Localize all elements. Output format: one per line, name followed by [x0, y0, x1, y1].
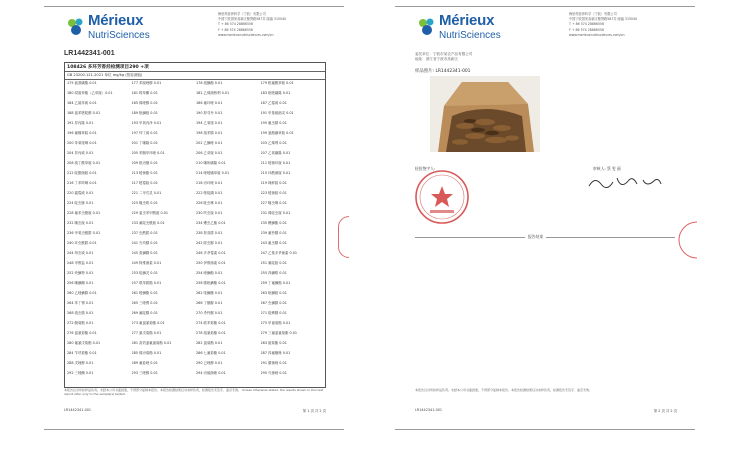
divider — [65, 71, 325, 72]
result-cell: 197 仲丁威 0.01 — [131, 131, 158, 135]
result-cell: 202 乙螨唑 0.01 — [196, 141, 223, 145]
table-title: 108426 多环芳香烃检测项目290 +项 — [67, 65, 149, 70]
result-cell: 262 喹螨醚 0.01 — [196, 291, 223, 295]
result-cell: 283 胺菊酯 0.01 — [260, 341, 287, 345]
result-cell: 222 嘧啶磷 0.01 — [196, 191, 223, 195]
brand-sub: NutriSciences — [439, 30, 501, 41]
result-cell: 272 醚菊酯 0.01 — [67, 321, 94, 325]
report-end-line — [415, 234, 675, 240]
footer-report-no: LR1442341-001 — [415, 408, 443, 412]
result-cell: 198 溴苯腈 0.01 — [196, 131, 223, 135]
result-cell: 253 哒螨灵 0.01 — [131, 271, 158, 275]
result-cell: 204 异丙威 0.01 — [67, 151, 94, 155]
address-line: T + 86 574 28866556 — [569, 22, 605, 27]
result-cell: 218 丙环唑 0.01 — [196, 181, 223, 185]
result-cell: 271 啶蜱脲 0.01 — [260, 311, 287, 315]
result-cell: 248 甲维盐 0.01 — [67, 261, 94, 265]
merieux-logo — [417, 10, 537, 46]
result-cell: 232 噻虫胺 0.01 — [67, 221, 94, 225]
brand-name: Mérieux — [88, 12, 144, 29]
result-cell: 265 三唑锡 0.01 — [131, 301, 158, 305]
report-number: LR1442341-001 — [64, 50, 115, 57]
address-line: 梅里埃营养科学（宁波）有限公司 — [218, 12, 266, 16]
result-cell: 294 丙硫菌唑 0.01 — [196, 371, 226, 375]
result-cell: 195 氟虫腈 0.01 — [260, 121, 287, 125]
result-cell: 221 二甲戊灵 0.01 — [131, 191, 162, 195]
result-cell: 282 氯菊酯 0.01 — [196, 341, 223, 345]
result-cell: 201 丁噻隆 0.01 — [131, 141, 158, 145]
result-cell: 270 杀铃脲 0.01 — [196, 311, 223, 315]
result-cell: 236 甲氧虫酰肼 0.01 — [67, 231, 101, 235]
results-grid — [67, 81, 323, 381]
result-cell: 225 噻虫嗪 0.01 — [131, 201, 158, 205]
result-cell: 241 灭幼脲 0.01 — [131, 241, 158, 245]
result-cell: 179 吡氟酰草胺 0.01 — [260, 81, 294, 85]
result-cell: 250 伊维菌素 0.01 — [196, 261, 226, 265]
result-cell: 186 氟环唑 0.01 — [196, 101, 223, 105]
result-cell: 220 霜霉威 0.01 — [67, 191, 94, 195]
report-page-1 — [44, 6, 344, 430]
result-cell: 213 嘧菌酯 0.01 — [131, 171, 158, 175]
page-number: 第 1 页 共 2 页 — [302, 409, 326, 413]
result-cell: 190 抑芽丹 0.01 — [196, 111, 223, 115]
result-cell: 227 噻虫啉 0.01 — [260, 201, 287, 205]
result-cell: 255 四螨嗪 0.01 — [260, 271, 287, 275]
result-cell: 289 氟硅唑 0.01 — [131, 361, 158, 365]
table-subtitle: GB 23200.121-2021 单位 mg/kg (按检测值) — [67, 73, 143, 77]
client-info-line: 地址：浙江省宁波市高新区 — [415, 57, 459, 61]
result-cell: 281 高效氯氟氰菊酯 0.01 — [131, 341, 172, 345]
result-cell: 242 除虫脲 0.01 — [196, 241, 223, 245]
result-cell: 193 甲氧丙净 0.01 — [131, 121, 162, 125]
result-cell: 279 三氟氯氰菊酯 0.01 — [260, 331, 298, 335]
report-end-text: 报告结束 — [525, 234, 546, 240]
address-line: www.merieuxnutrisciences.com/cn — [569, 32, 625, 37]
result-cell: 226 吡虫啉 0.01 — [196, 201, 223, 205]
report-footer: 本报告仅对所检样品负责。未经本公司书面批准，不得部分复制本报告。本报告检测结果仅对来样负责，检测报告无签字、盖章无效。 — [415, 388, 593, 392]
result-cell: 182 乙烯菌核利 0.01 — [196, 91, 230, 95]
result-cell: 229 氯虫苯甲酰胺 0.01 — [131, 211, 169, 215]
merieux-logo — [66, 10, 186, 46]
result-cell: 293 三唑醇 0.01 — [131, 371, 158, 375]
result-cell: 210 噻吩磺隆 0.01 — [196, 161, 226, 165]
address-line: F + 86 574 28866556 — [569, 27, 604, 32]
result-cell: 278 溴氰菊酯 0.01 — [196, 331, 226, 335]
result-cell: 286 七氟菊酯 0.01 — [196, 351, 226, 355]
result-cell: 254 唑螨酯 0.01 — [196, 271, 223, 275]
result-cell: 276 氯氰菊酯 0.01 — [67, 331, 97, 335]
result-cell: 239 氟铃脲 0.01 — [260, 231, 287, 235]
result-cell: 194 乙氧喹 0.01 — [196, 121, 223, 125]
brand-name: Mérieux — [439, 12, 495, 29]
result-cell: 284 苄呋菊酯 0.01 — [67, 351, 97, 355]
client-info-line: 委托单位：宁波市某农产品有限公司 — [415, 52, 473, 56]
result-cell: 237 虫酰肼 0.01 — [131, 231, 158, 235]
result-cell: 205 苯醚甲环唑 0.01 — [131, 151, 165, 155]
result-cell: 187 乙霉威 0.01 — [260, 101, 287, 105]
inspector-label: 检验签字人: — [415, 166, 436, 171]
result-cell: 231 烯啶虫胺 0.01 — [260, 211, 291, 215]
result-cell: 200 苯氧喹啉 0.01 — [67, 141, 97, 145]
company-address — [218, 12, 338, 38]
result-cell: 256 噻螨酮 0.01 — [67, 281, 94, 285]
result-cell: 275 甲氰菊酯 0.01 — [260, 321, 291, 325]
result-cell: 274 联苯菊酯 0.01 — [196, 321, 226, 325]
result-cell: 280 氟氰戊菊酯 0.01 — [67, 341, 101, 345]
results-table — [64, 62, 326, 388]
result-cell: 288 戊唑醇 0.01 — [67, 361, 94, 365]
result-cell: 267 虫螨腈 0.01 — [260, 301, 287, 305]
result-cell: 291 腈菌唑 0.01 — [260, 361, 287, 365]
result-cell: 189 吡螨胺 0.01 — [131, 111, 158, 115]
result-cell: 185 烯唑醇 0.01 — [131, 101, 158, 105]
result-cell: 211 嘧菌环胺 0.01 — [260, 161, 291, 165]
result-cell: 269 氟啶脲 0.01 — [131, 311, 158, 315]
client-info — [415, 52, 473, 62]
result-cell: 208 溴丁酰草胺 0.01 — [67, 161, 101, 165]
result-cell: 209 吡丙醚 0.01 — [131, 161, 158, 165]
result-cell: 216 丁苯吗啉 0.01 — [67, 181, 97, 185]
address-line: T + 86 574 28866556 — [218, 22, 254, 27]
result-cell: 228 氟苯虫酰胺 0.01 — [67, 211, 101, 215]
result-cell: 263 吡螨胺 0.01 — [260, 291, 287, 295]
result-cell: 212 啶酰菌胺 0.01 — [67, 171, 97, 175]
address-line: 中国宁波国家高新区聚贤路587弄 邮编 315040 — [218, 17, 287, 22]
result-cell: 258 腈吡螨酯 0.01 — [196, 281, 226, 285]
page-number: 第 2 页 共 2 页 — [653, 409, 677, 413]
result-cell: 295 灭菌唑 0.01 — [260, 371, 287, 375]
result-cell: 243 氟虫脲 0.01 — [260, 241, 287, 245]
result-cell: 240 环虫酰肼 0.01 — [67, 241, 97, 245]
result-cell: 285 烯丙菊酯 0.01 — [131, 351, 162, 355]
result-cell: 259 丁氟螨酯 0.01 — [260, 281, 291, 285]
result-cell: 252 炔螨特 0.01 — [67, 271, 94, 275]
result-cell: 290 己唑醇 0.01 — [196, 361, 223, 365]
result-cell: 180 叔胺草酯（乙草胺）0.01 — [67, 91, 113, 95]
report-footer: 本报告仅对所检样品负责。未经本公司书面批准，不得部分复制本报告。本报告检测结果仅对来样负责，检测报告无签字、盖章无效。 Unless otherwise stated, the results shown in this test report refer only to the sample(s) tested. — [64, 388, 324, 397]
result-cell: 257 联苯肼酯 0.01 — [131, 281, 162, 285]
company-seal — [413, 168, 471, 226]
result-cell: 219 咪鲜胺 0.01 — [260, 181, 287, 185]
result-cell: 215 环酰菌胺 0.01 — [260, 171, 291, 175]
result-cell: 233 氟啶虫酰胺 0.01 — [131, 221, 165, 225]
result-cell: 203 乙烯利 0.01 — [260, 141, 287, 145]
result-cell: 192 异丙隆 0.01 — [67, 121, 94, 125]
merieux-logo-icon — [417, 16, 437, 38]
footer-report-no: LR1442341-001 — [64, 408, 92, 412]
result-cell: 191 甲基硫菌灵 0.01 — [260, 111, 294, 115]
result-cell: 196 氟噻草胺 0.01 — [67, 131, 97, 135]
address-line: 梅里埃营养科学（宁波）有限公司 — [569, 12, 617, 16]
page-bottom-edge — [44, 429, 344, 430]
address-line: F + 86 574 28866556 — [218, 27, 253, 32]
result-cell: 264 苯丁锡 0.01 — [67, 301, 94, 305]
result-cell: 217 嘧霉胺 0.01 — [131, 181, 158, 185]
merieux-logo-icon — [66, 16, 86, 38]
result-cell: 244 茚虫威 0.01 — [67, 251, 94, 255]
result-cell: 175 氨基磺酸 0.01 — [67, 81, 97, 85]
result-cell: 249 阿维菌素 0.01 — [131, 261, 162, 265]
result-cell: 251 氟啶胺 0.01 — [260, 261, 287, 265]
result-cell: 261 嘧螨酯 0.01 — [131, 291, 158, 295]
page-bottom-edge — [395, 429, 695, 430]
signature — [585, 172, 665, 194]
result-cell: 230 呋虫胺 0.01 — [196, 211, 223, 215]
report-page-2 — [395, 6, 695, 430]
result-cell: 177 苯胺唑醇 0.01 — [131, 81, 162, 85]
result-cell: 268 溴虫腈 0.01 — [67, 311, 94, 315]
result-cell: 246 多杀霉素 0.01 — [196, 251, 226, 255]
sample-photo-image — [430, 76, 540, 152]
result-cell: 178 溴螨酯 0.01 — [196, 81, 223, 85]
seam-stamp — [338, 216, 349, 258]
company-address — [569, 12, 689, 38]
result-cell: 188 氯苯嘧啶醇 0.01 — [67, 111, 101, 115]
result-cell: 181 嗪草酮 0.01 — [131, 91, 158, 95]
result-cell: 183 吡嘧磺隆 0.01 — [260, 91, 291, 95]
result-cell: 287 四氟醚唑 0.01 — [260, 351, 291, 355]
result-cell: 223 嘧菌胺 0.01 — [260, 191, 287, 195]
sample-photo-label: 样品照片: LR1442341-001 — [415, 69, 471, 74]
result-cell: 199 氯酯磺草胺 0.01 — [260, 131, 294, 135]
result-cell: 207 乙氧磺隆 0.01 — [260, 151, 291, 155]
result-cell: 184 乙硫苯威 0.01 — [67, 101, 97, 105]
approver-label: 审核人: 蔡 雯 丽 — [593, 166, 621, 171]
result-cell: 260 乙唑螨腈 0.01 — [67, 291, 97, 295]
result-cell: 266 丁醚脲 0.01 — [196, 301, 223, 305]
divider — [65, 79, 325, 80]
page-top-edge — [44, 6, 344, 7]
result-cell: 247 乙基多杀菌素 0.01 — [260, 251, 298, 255]
result-cell: 234 螺虫乙酯 0.01 — [196, 221, 226, 225]
page-top-edge — [395, 6, 695, 7]
result-cell: 206 乙草胺 0.01 — [196, 151, 223, 155]
result-cell: 277 氰戊菊酯 0.01 — [131, 331, 162, 335]
result-cell: 245 虱螨脲 0.01 — [131, 251, 158, 255]
seam-stamp — [659, 220, 699, 260]
result-cell: 238 抑食肼 0.01 — [196, 231, 223, 235]
address-line: www.merieuxnutrisciences.com/cn — [218, 32, 274, 37]
address-line: 中国宁波国家高新区聚贤路587弄 邮编 315040 — [569, 17, 638, 22]
sample-photo — [430, 76, 540, 152]
result-cell: 273 氟氯氰菊酯 0.01 — [131, 321, 165, 325]
result-cell: 224 啶虫脒 0.01 — [67, 201, 94, 205]
result-cell: 292 三唑酮 0.01 — [67, 371, 94, 375]
brand-sub: NutriSciences — [88, 30, 150, 41]
result-cell: 214 唑嘧磺草胺 0.01 — [196, 171, 230, 175]
result-cell: 235 螺螨酯 0.01 — [260, 221, 287, 225]
